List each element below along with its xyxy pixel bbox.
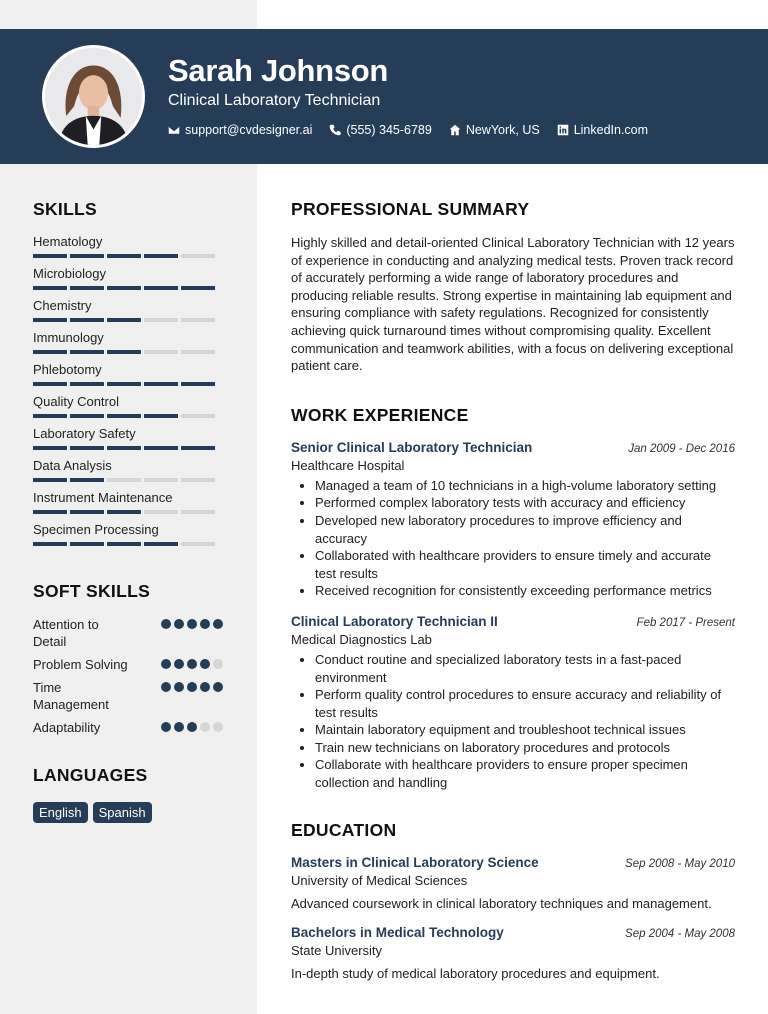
resume-header [0,29,768,164]
skill-segment-empty [144,510,178,514]
summary-text: Highly skilled and detail-oriented Clinical Laboratory Technician with 12 years of experience in conducting and analyzing medical tests. Proven track record of accurately performing a wide range of laboratory procedures and producing reliable results. Strong expertise in maintaining lab equipment and ensuring compliance with safety regulations. Recognized for consistently achieving quick turnaround times without compromising quality. Excellent communication and teamwork abilities, with a focus on delivering exceptional patient care. [291,235,735,374]
skill-item [33,458,223,482]
skill-segment-filled [70,510,104,514]
contact-linkedin[interactable] [557,123,648,137]
job-date: Jan 2009 - Dec 2016 [628,442,735,455]
skill-level-bar [33,478,223,482]
soft-skills-list [33,616,223,736]
skill-name: Immunology [33,330,104,345]
skill-segment-empty [181,414,215,418]
education-description: In-depth study of medical laboratory procedures and equipment. [291,965,660,981]
skill-segment-filled [33,478,67,482]
skill-segment-filled [33,382,67,386]
skills-list [33,234,223,546]
skill-segment-filled [107,510,141,514]
skill-item [33,266,223,290]
job-employer: Medical Diagnostics Lab [291,631,432,647]
language-badge: English [33,802,88,823]
skill-segment-filled [70,446,104,450]
skill-item [33,426,223,450]
soft-skills-heading: SOFT SKILLS [33,581,151,601]
soft-skill-rating [158,722,223,732]
skill-segment-filled [33,446,67,450]
skill-segment-filled [144,382,178,386]
skill-segment-filled [33,542,67,546]
contact-phone[interactable] [329,123,431,137]
rating-dot-filled [200,659,210,669]
soft-skill-item [33,656,223,673]
job-bullet: • Collaborate with healthcare providers to ensure proper specimen collection and handling [315,756,735,791]
skill-segment-filled [70,414,104,418]
rating-dot-filled [187,682,197,692]
skill-segment-empty [144,478,178,482]
skill-name: Microbiology [33,266,106,281]
job-bullet: • Received recognition for consistently exceeding performance metrics [315,582,735,600]
experience-heading: WORK EXPERIENCE [291,404,469,425]
skill-item [33,522,223,546]
contact-row [168,123,665,137]
skill-segment-filled [70,382,104,386]
skills-heading: SKILLS [33,199,98,219]
soft-skill-rating [158,682,223,692]
skill-segment-filled [33,414,67,418]
skill-segment-filled [70,350,104,354]
skill-level-bar [33,510,223,514]
education-entry [291,925,735,981]
location-text: NewYork, US [465,123,540,137]
job-header [291,614,735,629]
skill-segment-filled [181,286,215,290]
skill-level-bar [33,414,223,418]
skill-segment-filled [107,542,141,546]
rating-dot-empty [213,722,223,732]
skill-segment-filled [107,254,141,258]
jobs-list [291,440,735,792]
home-icon [449,124,461,136]
skill-name: Data Analysis [33,458,112,473]
job-header [291,440,735,455]
skill-name: Hematology [33,234,103,249]
skill-segment-filled [144,286,178,290]
education-header [291,855,735,870]
skill-segment-filled [107,318,141,322]
rating-dot-filled [161,619,171,629]
skill-segment-filled [107,446,141,450]
phone-text: (555) 345-6789 [346,123,432,137]
skill-item [33,330,223,354]
skill-segment-filled [70,542,104,546]
skill-level-bar [33,446,223,450]
skill-segment-filled [33,350,67,354]
job-bullet: • Train new technicians on laboratory procedures and protocols [315,739,735,757]
rating-dot-filled [187,659,197,669]
job-bullet: • Performed complex laboratory tests with accuracy and efficiency [315,494,735,512]
skill-segment-empty [181,318,215,322]
job-entry [291,440,735,600]
languages-heading: LANGUAGES [33,765,148,785]
skill-item [33,394,223,418]
skill-item [33,362,223,386]
rating-dot-filled [174,619,184,629]
education-date: Sep 2004 - May 2008 [625,927,735,940]
skill-segment-empty [107,478,141,482]
skill-level-bar [33,318,223,322]
skill-level-bar [33,350,223,354]
skill-segment-filled [33,510,67,514]
linkedin-text: LinkedIn.com [573,123,649,137]
rating-dot-filled [174,722,184,732]
rating-dot-filled [200,619,210,629]
skill-name: Quality Control [33,394,119,409]
job-entry [291,614,735,792]
skill-segment-filled [70,318,104,322]
skill-segment-empty [181,478,215,482]
phone-icon [329,124,341,136]
skill-segment-filled [181,382,215,386]
skill-segment-empty [181,350,215,354]
education-date: Sep 2008 - May 2010 [625,857,735,870]
contact-location [449,123,540,137]
school-name: University of Medical Sciences [291,872,468,888]
contact-email[interactable] [168,123,312,137]
education-heading: EDUCATION [291,819,397,840]
email-text: support@cvdesigner.ai [185,123,313,137]
rating-dot-filled [174,682,184,692]
rating-dot-filled [187,619,197,629]
skill-item [33,490,223,514]
education-entry [291,855,735,911]
skill-segment-empty [144,350,178,354]
soft-skill-name: Time Management [33,680,109,712]
soft-skill-item [33,719,223,736]
rating-dot-empty [213,659,223,669]
skill-segment-filled [144,254,178,258]
rating-dot-filled [213,682,223,692]
job-title: Clinical Laboratory Technician II [291,613,498,629]
skill-name: Instrument Maintenance [33,490,173,505]
soft-skill-name: Adaptability [33,720,101,735]
soft-skill-name: Problem Solving [33,657,128,672]
rating-dot-filled [161,659,171,669]
job-employer: Healthcare Hospital [291,457,405,473]
profile-photo [42,45,145,148]
school-name: State University [291,942,383,958]
job-bullet: • Collaborated with healthcare providers to ensure timely and accurate test results [315,547,735,582]
skill-level-bar [33,542,223,546]
job-bullet: • Managed a team of 10 technicians in a high-volume laboratory setting [315,477,735,495]
degree-title: Bachelors in Medical Technology [291,924,504,940]
education-header [291,925,735,940]
job-bullets [291,477,735,600]
job-bullet: • Developed new laboratory procedures to improve efficiency and accuracy [315,512,735,547]
soft-skill-name: Attention to Detail [33,617,99,649]
skill-item [33,298,223,322]
skill-segment-empty [144,318,178,322]
languages-list [33,802,223,823]
skill-segment-filled [33,254,67,258]
envelope-icon [168,124,180,136]
candidate-name: Sarah Johnson [168,53,389,88]
skill-segment-empty [181,510,215,514]
education-list [291,855,735,981]
skill-level-bar [33,382,223,386]
skill-name: Chemistry [33,298,92,313]
education-description: Advanced coursework in clinical laboratory techniques and management. [291,895,712,911]
rating-dot-filled [200,682,210,692]
soft-skill-item [33,616,223,650]
rating-dot-filled [174,659,184,669]
language-badge: Spanish [93,802,152,823]
skill-segment-filled [107,382,141,386]
rating-dot-empty [200,722,210,732]
job-bullet: • Maintain laboratory equipment and troubleshoot technical issues [315,721,735,739]
summary-heading: PROFESSIONAL SUMMARY [291,199,530,219]
rating-dot-filled [213,619,223,629]
skill-segment-filled [107,414,141,418]
job-date: Feb 2017 - Present [636,616,735,629]
skill-segment-filled [70,478,104,482]
degree-title: Masters in Clinical Laboratory Science [291,854,539,870]
skill-segment-filled [107,286,141,290]
left-column [33,164,223,823]
linkedin-icon [557,124,569,136]
rating-dot-filled [187,722,197,732]
avatar-icon [45,48,142,145]
skill-level-bar [33,254,223,258]
skill-segment-filled [107,350,141,354]
skill-segment-empty [181,542,215,546]
soft-skill-rating [158,659,223,669]
job-bullet: • Conduct routine and specialized laboratory tests in a fast-paced environment [315,651,735,686]
skill-segment-filled [33,318,67,322]
skill-segment-empty [181,254,215,258]
soft-skill-rating [158,619,223,629]
skill-segment-filled [144,414,178,418]
skill-item [33,234,223,258]
job-bullet: • Perform quality control procedures to ensure accuracy and reliability of test results [315,686,735,721]
rating-dot-filled [161,682,171,692]
job-bullets [291,651,735,792]
skill-segment-filled [144,446,178,450]
soft-skill-item [33,679,223,713]
skill-level-bar [33,286,223,290]
skill-segment-filled [70,254,104,258]
skill-segment-filled [70,286,104,290]
candidate-title: Clinical Laboratory Technician [168,92,381,109]
skill-name: Phlebotomy [33,362,102,377]
skill-name: Laboratory Safety [33,426,136,441]
rating-dot-filled [161,722,171,732]
right-column [291,164,735,981]
skill-segment-filled [144,542,178,546]
skill-segment-filled [181,446,215,450]
skill-segment-filled [33,286,67,290]
job-title: Senior Clinical Laboratory Technician [291,439,533,455]
skill-name: Specimen Processing [33,522,159,537]
